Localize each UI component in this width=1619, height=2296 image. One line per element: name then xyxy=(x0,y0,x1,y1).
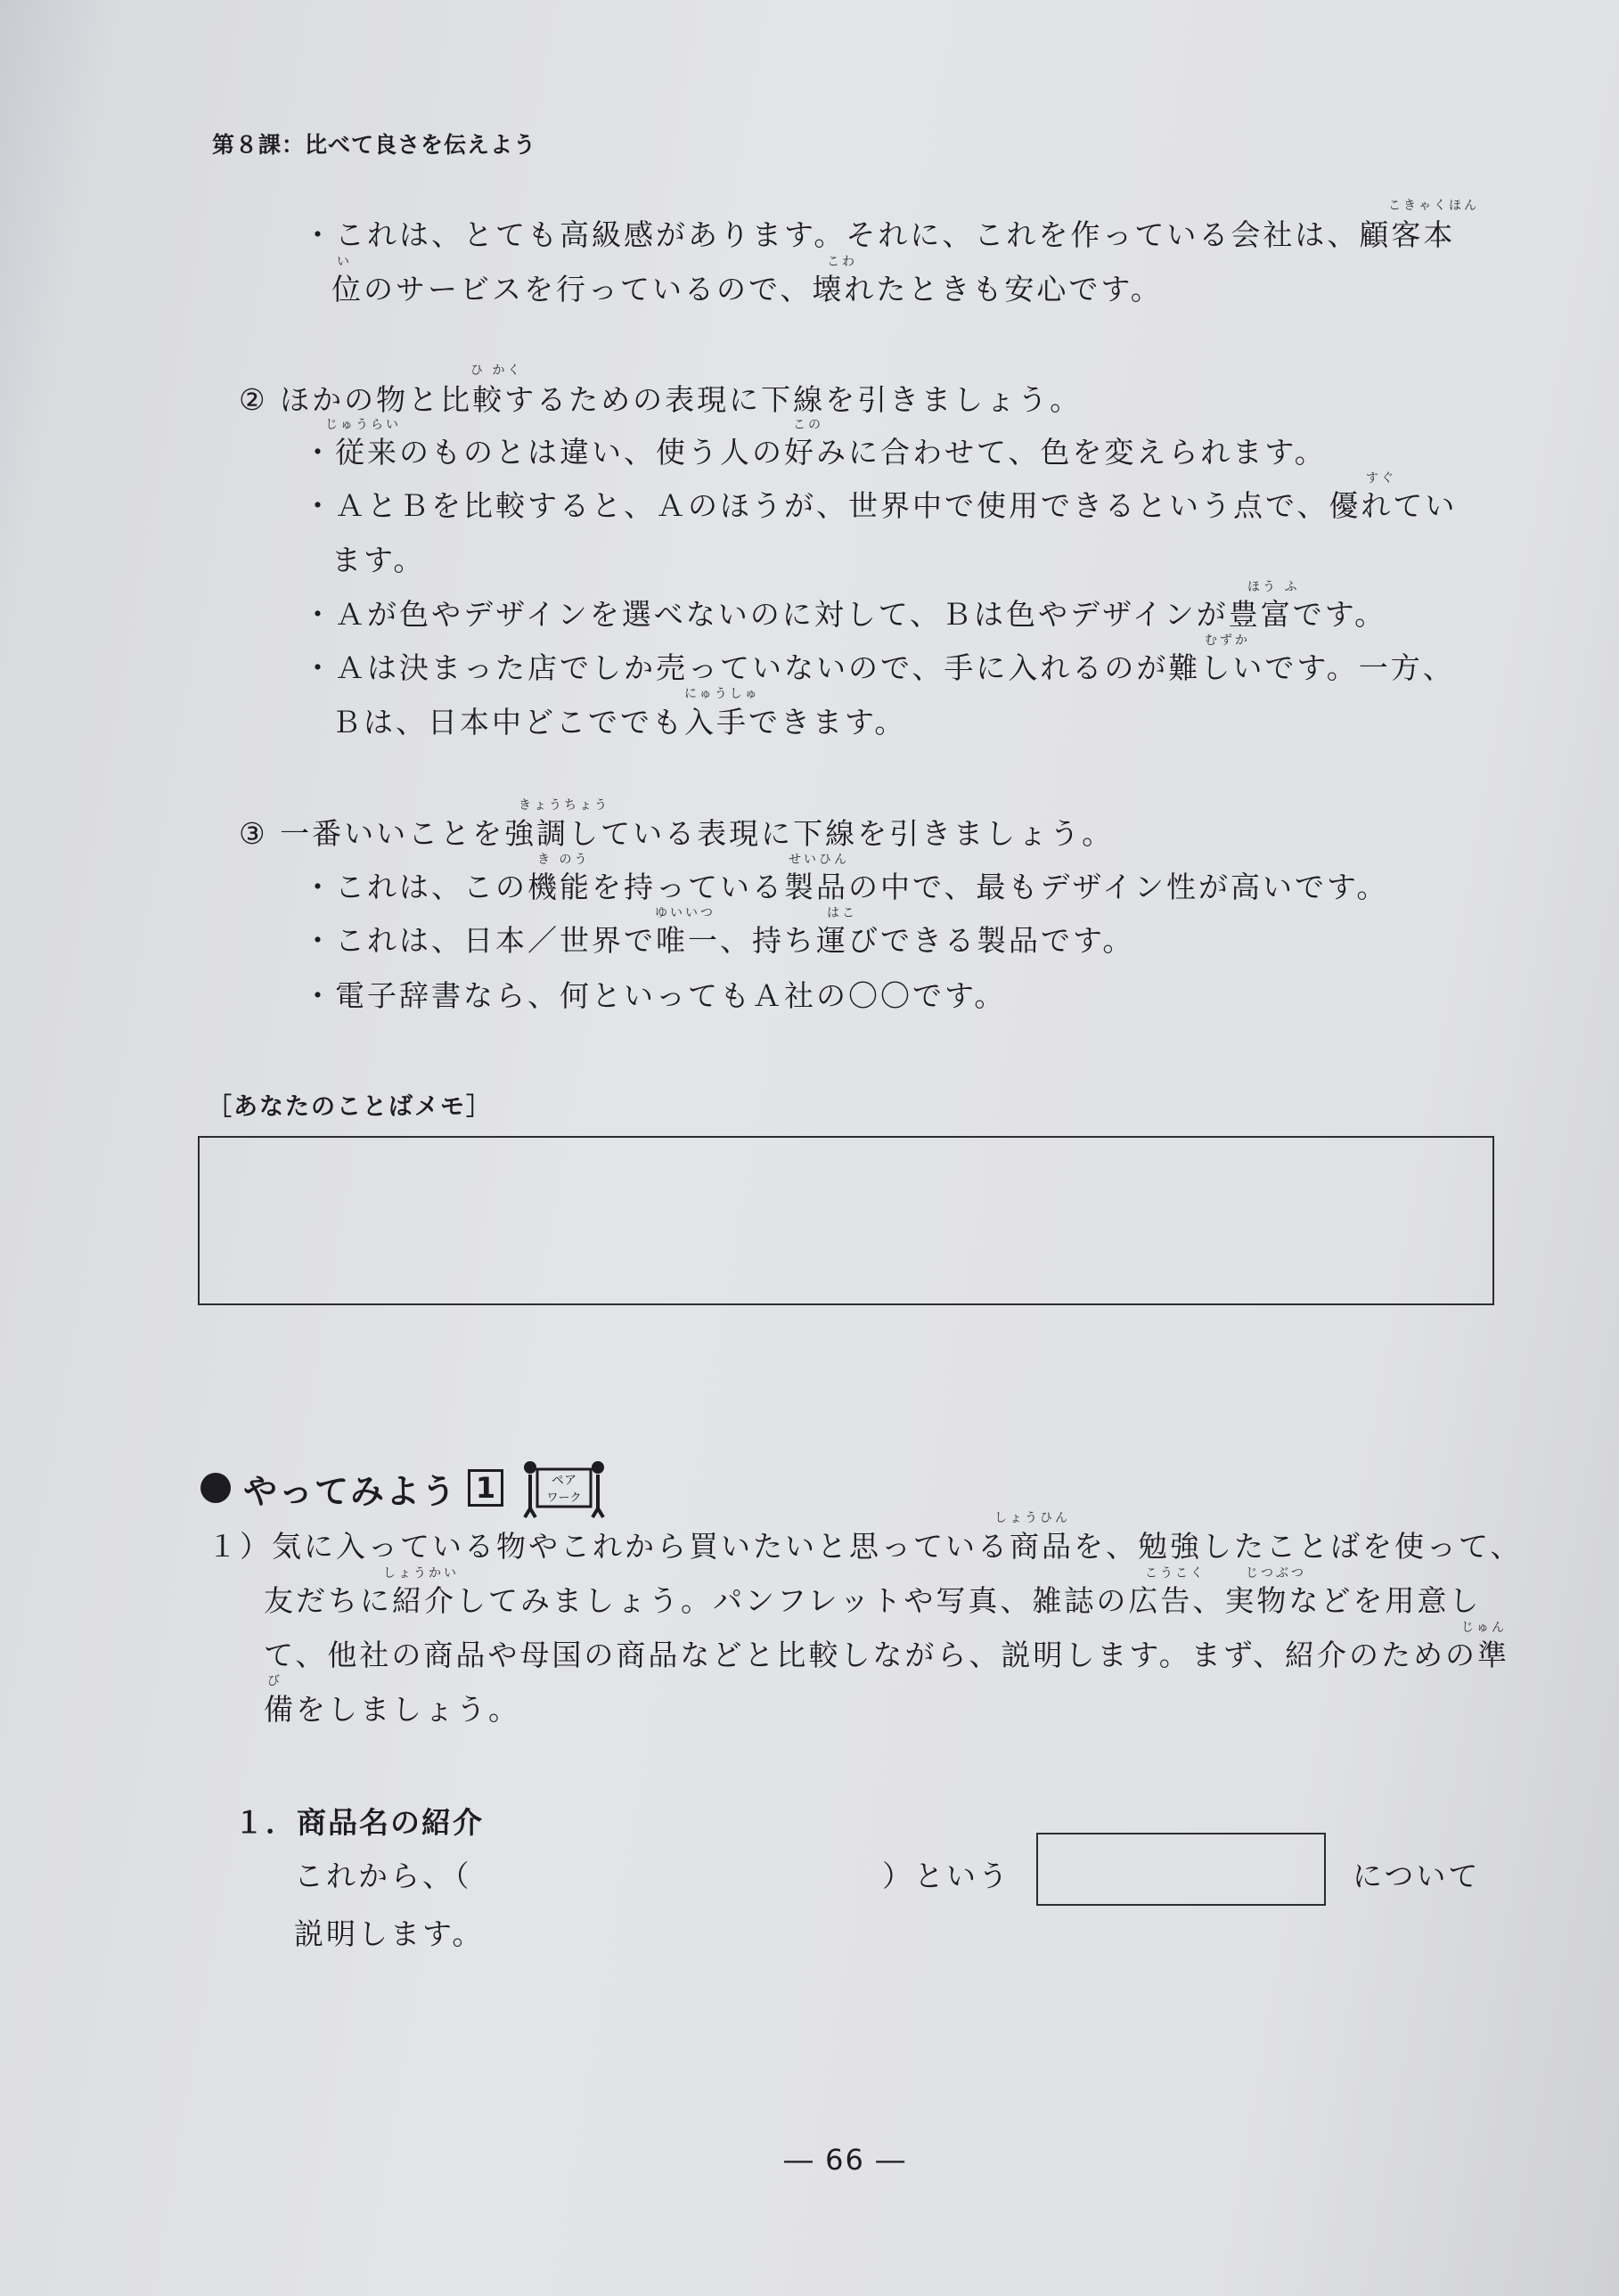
sub-heading: １．商品名の紹介 xyxy=(234,1805,484,1840)
furigana-juurai: じゅうらい xyxy=(325,418,401,432)
paragraph-line-1: １）気に入っている物やこれから買いたいと思っている商品を、勉強したことばを使って、 xyxy=(208,1529,1523,1564)
question-3-item-a: ・これは、この機能を持っている製品の中で、最もデザイン性が高いです。 xyxy=(303,870,1389,904)
fill-in-prefix: これから、（ xyxy=(294,1859,472,1893)
page-number: ― 66 ― xyxy=(784,2143,907,2177)
section-heading xyxy=(200,1461,609,1515)
furigana-jitsubutsu: じつぶつ xyxy=(1246,1566,1306,1581)
pair-label-top: ペア xyxy=(552,1474,577,1488)
furigana-yuiitsu: ゆいいつ xyxy=(655,906,715,920)
furigana-houfu: ほう ふ xyxy=(1247,580,1300,594)
furigana-i: い xyxy=(337,255,352,269)
question-3: ③ 一番いいことを強調している表現に下線を引きましょう。 xyxy=(239,816,1115,851)
question-2-item-d: ・Ａは決まった店でしか売っていないので、手に入れるのが難しいです。一方、 xyxy=(303,650,1455,685)
furigana-jun: じゅん xyxy=(1461,1621,1507,1635)
question-2-item-b: ・ＡとＢを比較すると、Ａのほうが、世界中で使用できるという点で、優れてい xyxy=(303,488,1458,523)
lesson-header: 第８課：比べて良さを伝えよう xyxy=(212,132,537,158)
furigana-kowa: こわ xyxy=(827,255,857,269)
fill-in-middle: ）という xyxy=(882,1859,1010,1893)
furigana-shouhin: しょうひん xyxy=(994,1511,1070,1525)
question-2-item-c: ・Ａが色やデザインを選べないのに対して、Ｂは色やデザインが豊富です。 xyxy=(303,597,1387,632)
furigana-seihin: せいひん xyxy=(789,853,849,867)
question-3-item-b: ・これは、日本／世界で唯一、持ち運びできる製品です。 xyxy=(303,923,1135,958)
furigana-koukoku: こうこく xyxy=(1145,1566,1206,1581)
furigana-nyuushu: にゅうしゅ xyxy=(684,687,760,701)
memo-title: ［あなたのことばメモ］ xyxy=(208,1093,492,1121)
paragraph-line-4: 備をしましょう。 xyxy=(264,1692,520,1727)
question-3-item-c: ・電子辞書なら、何といってもＡ社の〇〇です。 xyxy=(303,978,1007,1013)
fill-in-ending: 説明します。 xyxy=(294,1916,485,1951)
furigana-muzuka: むずか xyxy=(1205,633,1250,648)
furigana-kono: この xyxy=(793,418,823,432)
furigana-sugu: すぐ xyxy=(1366,471,1396,486)
furigana-hako: はこ xyxy=(827,906,857,920)
furigana-bi: び xyxy=(267,1674,282,1688)
furigana-kyouchou: きょうちょう xyxy=(519,798,609,813)
bullet-dot-icon xyxy=(200,1473,231,1503)
fill-in-suffix: について xyxy=(1353,1859,1481,1893)
furigana-hikaku: ひ かく xyxy=(470,364,523,378)
furigana-kokyakuhon: こきゃくほん xyxy=(1388,199,1479,213)
pair-work-icon xyxy=(519,1457,609,1519)
furigana-kinou: き のう xyxy=(537,853,590,867)
question-2-item-a: ・従来のものとは違い、使う人の好みに合わせて、色を変えられます。 xyxy=(303,435,1327,470)
question-2-item-d-cont: Ｂは、日本中どこででも入手できます。 xyxy=(331,705,907,739)
pair-label-bottom: ワーク xyxy=(546,1491,582,1505)
memo-box[interactable] xyxy=(198,1136,1494,1305)
section-title: やってみよう xyxy=(243,1471,458,1511)
section-number: 1 xyxy=(468,1469,503,1507)
text-line-1: ・これは、とても高級感があります。それに、これを作っている会社は、顧客本 xyxy=(303,217,1456,252)
question-2-item-b-cont: ます。 xyxy=(331,543,426,577)
paragraph-line-3: て、他社の商品や母国の商品などと比較しながら、説明します。まず、紹介のための準 xyxy=(264,1638,1510,1672)
paragraph-line-2: 友だちに紹介してみましょう。パンフレットや写真、雑誌の広告、実物などを用意し xyxy=(264,1583,1482,1618)
question-2: ② ほかの物と比較するための表現に下線を引きましょう。 xyxy=(239,382,1083,417)
text-line-2: 位のサービスを行っているので、壊れたときも安心です。 xyxy=(331,272,1163,306)
furigana-shoukai: しょうかい xyxy=(383,1566,459,1581)
fill-in-box[interactable] xyxy=(1036,1833,1326,1906)
